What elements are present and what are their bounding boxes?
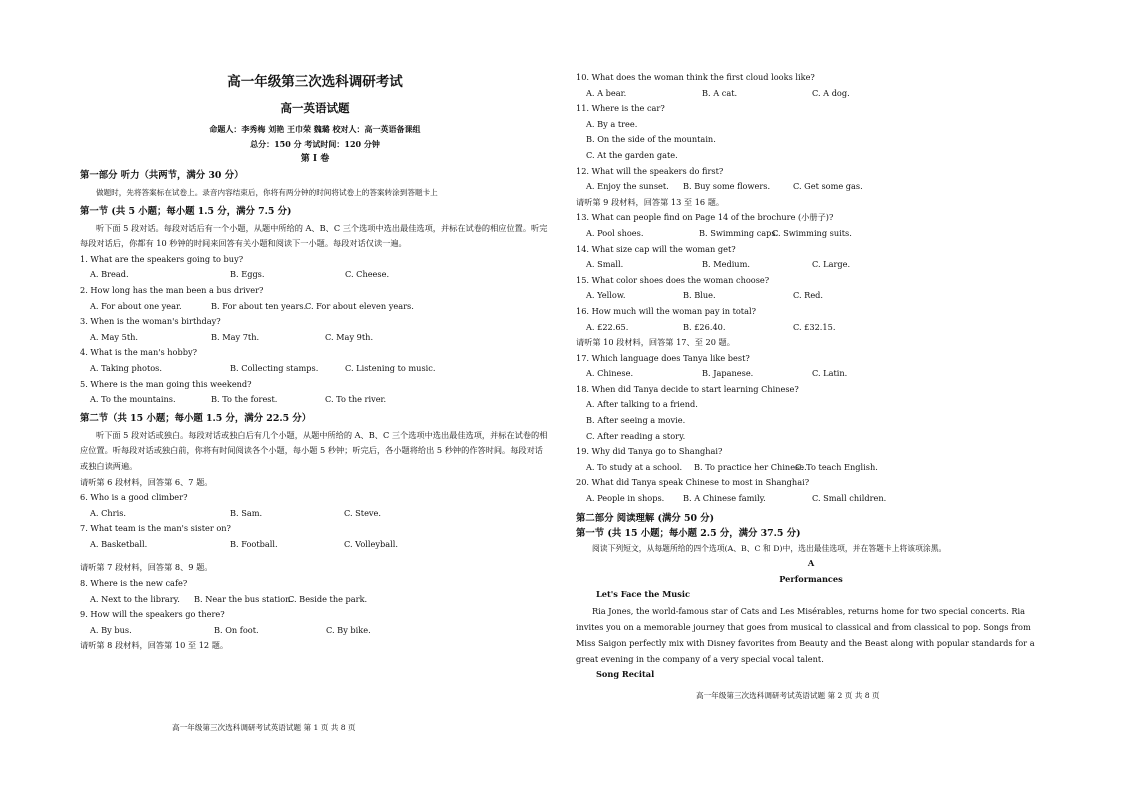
exam-authors: 命题人：李秀梅 刘艳 王巾荣 魏璐 校对人：高一英语备课组 [209, 124, 421, 134]
q11-option-c: C. At the garden gate. [586, 149, 678, 160]
question-6-options [80, 506, 550, 522]
question-13-options [576, 226, 1046, 242]
question-2-options [80, 299, 550, 315]
q3-option-a: A. May 5th. [90, 331, 138, 342]
question-20-options [576, 491, 1046, 507]
question-4-options [80, 361, 550, 377]
q18-option-a: A. After talking to a friend. [586, 399, 698, 410]
listening-text-6-note: 请听第 6 段材料，回答第 6、7 题。 [80, 476, 213, 487]
q13-option-c: C. Swimming suits. [772, 227, 852, 238]
question-7-options [80, 537, 550, 553]
passage-title: Performances [779, 573, 843, 584]
listening-text-9-note: 请听第 9 段材料，回答第 13 至 16 题。 [576, 196, 725, 207]
q15-option-b: B. Blue. [683, 290, 716, 301]
q16-option-c: C. £32.15. [793, 321, 836, 332]
question-2: 2. How long has the man been a bus driver? [80, 284, 264, 295]
part1-heading: 第一部分 听力（共两节，满分 30 分） [80, 170, 244, 181]
song-recital-heading: Song Recital [596, 669, 655, 679]
exam-score-time: 总分：150 分 考试时间：120 分钟 [250, 139, 380, 149]
q19-option-b: B. To practice her Chinese. [694, 461, 807, 472]
q6-option-a: A. Chris. [90, 507, 126, 518]
q9-option-b: B. On foot. [214, 624, 259, 635]
question-14: 14. What size cap will the woman get? [576, 243, 736, 254]
q9-option-a: A. By bus. [90, 624, 132, 635]
q10-option-a: A. A bear. [586, 87, 627, 98]
q8-option-a: A. Next to the library. [90, 593, 180, 604]
question-3: 3. When is the woman's birthday? [80, 316, 221, 327]
question-18: 18. When did Tanya decide to start learning Chinese? [576, 383, 799, 394]
part2-section1-instructions: 阅读下列短文，从每题所给的四个选项(A、B、C 和 D)中，选出最佳选项，并在答题卡上将该项涂黑。 [592, 543, 947, 553]
question-4: 4. What is the man's hobby? [80, 347, 197, 358]
q5-option-c: C. To the river. [325, 394, 387, 405]
question-17-options [576, 366, 1046, 382]
question-8: 8. Where is the new cafe? [80, 578, 188, 589]
q1-option-a: A. Bread. [90, 269, 129, 280]
q19-option-a: A. To study at a school. [586, 461, 683, 472]
page-2 [576, 70, 1046, 683]
q3-option-c: C. May 9th. [325, 331, 374, 342]
q20-option-a: A. People in shops. [586, 493, 665, 504]
page-1 [80, 72, 550, 654]
question-9-options [80, 623, 550, 639]
listening-text-8-note: 请听第 8 段材料，回答第 10 至 12 题。 [80, 640, 229, 651]
q18-option-c: C. After reading a story. [586, 430, 686, 441]
q14-option-c: C. Large. [812, 259, 851, 270]
question-16: 16. How much will the woman pay in total? [576, 305, 756, 316]
q19-option-c: C. To teach English. [795, 461, 878, 472]
question-15: 15. What color shoes does the woman choose? [576, 274, 770, 285]
q12-option-c: C. Get some gas. [793, 181, 863, 192]
q10-option-b: B. A cat. [702, 87, 738, 98]
q16-option-b: B. £26.40. [683, 321, 726, 332]
question-1: 1. What are the speakers going to buy? [80, 253, 244, 264]
exam-subtitle: 高一英语试题 [280, 101, 350, 115]
q8-option-c: C. Beside the park. [288, 593, 368, 604]
section2-instructions: 听下面 5 段对话或独白。每段对话或独白后有几个小题，从题中所给的 A、B、C 三个选项中选出最佳选项，并标在试卷的相应位置。听每段对话或独白前，你将有时间阅读各个小题，每小题 5 秒钟；听完后，各小题将给出 5 秒钟的作答时间。每段对话或独白读两遍。 [80, 429, 548, 471]
q20-option-b: B. A Chinese family. [683, 493, 766, 504]
question-10: 10. What does the woman think the first cloud looks like? [576, 72, 815, 82]
exam-title: 高一年级第三次选科调研考试 [227, 74, 403, 90]
q7-option-a: A. Basketball. [90, 538, 148, 549]
question-16-options [576, 320, 1046, 336]
q17-option-b: B. Japanese. [702, 368, 754, 379]
listening-text-7-note: 请听第 7 段材料，回答第 8、9 题。 [80, 562, 213, 573]
part2-heading: 第二部分 阅读理解 (满分 50 分) [576, 512, 715, 524]
question-5-options [80, 392, 550, 408]
q2-option-c: C. For about eleven years. [305, 300, 414, 311]
q1-option-b: B. Eggs. [230, 269, 265, 280]
question-1-options [80, 267, 550, 283]
q11-option-a: A. By a tree. [586, 118, 638, 129]
q2-option-a: A. For about one year. [90, 300, 182, 311]
q10-option-c: C. A dog. [812, 87, 850, 98]
question-11: 11. Where is the car? [576, 103, 665, 114]
volume-label: 第 I 卷 [300, 154, 330, 164]
q14-option-a: A. Small. [586, 259, 624, 270]
q15-option-c: C. Red. [793, 290, 824, 301]
question-8-options [80, 592, 550, 608]
q6-option-b: B. Sam. [230, 507, 263, 518]
section2-heading: 第二节（共 15 小题；每小题 1.5 分，满分 22.5 分） [80, 412, 312, 424]
question-19: 19. Why did Tanya go to Shanghai? [576, 446, 723, 457]
question-12-options [576, 179, 1046, 195]
part2-section1-heading: 第一节 (共 15 小题；每小题 2.5 分，满分 37.5 分) [576, 527, 801, 539]
q2-option-b: B. For about ten years. [211, 300, 307, 311]
question-5: 5. Where is the man going this weekend? [80, 378, 252, 389]
q7-option-c: C. Volleyball. [344, 538, 398, 549]
q1-option-c: C. Cheese. [345, 269, 390, 280]
question-10-options [576, 86, 1046, 102]
question-19-options [576, 460, 1046, 476]
q13-option-a: A. Pool shoes. [586, 227, 644, 238]
q20-option-c: C. Small children. [812, 493, 887, 504]
q6-option-c: C. Steve. [344, 507, 381, 518]
q8-option-b: B. Near the bus station. [194, 593, 294, 604]
question-9: 9. How will the speakers go there? [80, 609, 225, 620]
question-14-options [576, 257, 1046, 273]
question-13: 13. What can people find on Page 14 of the brochure (小册子)? [576, 212, 834, 223]
q11-option-b: B. On the side of the mountain. [586, 134, 716, 145]
question-17: 17. Which language does Tanya like best? [576, 352, 750, 363]
q9-option-c: C. By bike. [326, 624, 371, 635]
q5-option-b: B. To the forest. [211, 394, 278, 405]
q3-option-b: B. May 7th. [211, 331, 260, 342]
question-3-options [80, 330, 550, 346]
listening-text-10-note: 请听第 10 段材料，回答第 17、至 20 题。 [576, 337, 735, 348]
q5-option-a: A. To the mountains. [90, 394, 176, 405]
passage-letter: A [807, 558, 815, 569]
q4-option-b: B. Collecting stamps. [230, 362, 319, 373]
q17-option-a: A. Chinese. [586, 368, 634, 379]
section1-heading: 第一节 (共 5 小题；每小题 1.5 分，满分 7.5 分) [80, 205, 292, 217]
question-6: 6. Who is a good climber? [80, 492, 188, 503]
q13-option-b: B. Swimming caps. [699, 227, 779, 238]
q18-option-b: B. After seeing a movie. [586, 415, 686, 426]
question-12: 12. What will the speakers do first? [576, 165, 724, 176]
question-20: 20. What did Tanya speak Chinese to most in Shanghai? [576, 477, 810, 488]
q14-option-b: B. Medium. [702, 259, 750, 270]
section1-instructions: 听下面 5 段对话。每段对话后有一个小题，从题中所给的 A、B、C 三个选项中选出最佳选项，并标在试卷的相应位置。听完每段对话后，你都有 10 秒钟的时间来回答有关小题和阅读下一小题。每段对话仅读一遍。 [80, 222, 548, 249]
question-7: 7. What team is the man's sister on? [80, 523, 231, 534]
part1-instructions: 做题时，先将答案标在试卷上。录音内容结束后，你将有两分钟的时间将试卷上的答案转涂到答题卡上 [96, 188, 438, 197]
page-1-footer: 高一年级第三次选科调研考试英语试题 第 1 页 共 8 页 [172, 723, 356, 732]
q15-option-a: A. Yellow. [586, 290, 626, 301]
article-text: Ria Jones, the world-famous star of Cats and Les Misérables, returns home for two special concerts. Ria invites you on a memorable journey that goes from musical to classical and from classical to pop. Songs from Miss Saigon perfectly mix with Disney favorites from Beauty and the Beast along with popular standards for a great evening in the company of a very special vocal talent. [576, 606, 1035, 664]
page-2-footer: 高一年级第三次选科调研考试英语试题 第 2 页 共 8 页 [696, 691, 880, 700]
q16-option-a: A. £22.65. [586, 321, 629, 332]
q12-option-a: A. Enjoy the sunset. [586, 181, 669, 192]
article-title: Let's Face the Music [596, 589, 690, 600]
q4-option-c: C. Listening to music. [345, 362, 436, 373]
question-15-options [576, 288, 1046, 304]
q4-option-a: A. Taking photos. [90, 362, 162, 373]
q12-option-b: B. Buy some flowers. [683, 181, 771, 192]
q17-option-c: C. Latin. [812, 368, 848, 379]
q7-option-b: B. Football. [230, 538, 278, 549]
